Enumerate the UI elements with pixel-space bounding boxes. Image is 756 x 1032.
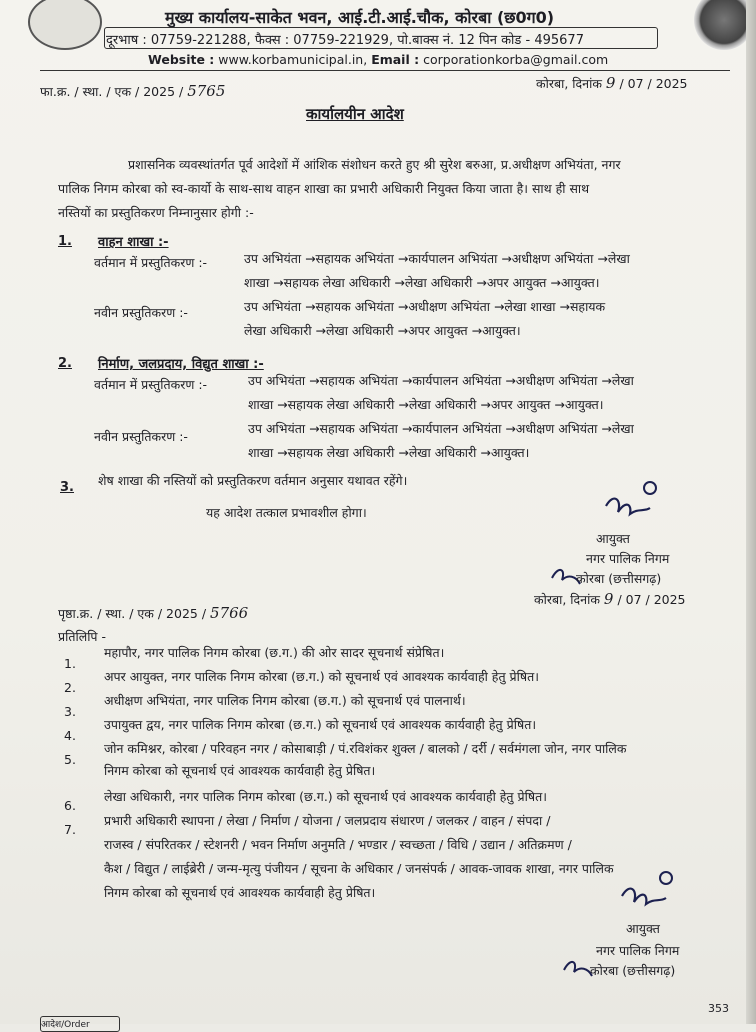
order-date-suffix: / 07 / 2025 [619, 76, 688, 91]
copy-item-text-continued: निगम कोरबा को सूचनार्थ एवं आवश्यक कार्यवाही हेतु प्रेषित। [104, 885, 376, 900]
copy-date-suffix: / 07 / 2025 [617, 592, 686, 607]
copy-reference-number: 5766 [210, 604, 249, 622]
section-2-new-line-1: उप अभियंता →सहायक अभियंता →कार्यपालन अभियंता →अधीक्षण अभियंता →लेखा [248, 421, 634, 436]
order-date-prefix: कोरबा, दिनांक [536, 76, 602, 91]
copy-item-text-continued: राजस्व / संपरितकर / स्टेशनरी / भवन निर्माण अनुमति / भण्डार / स्वच्छता / विधि / उद्यान / अतिक्रमण / [104, 837, 572, 852]
signature-2-location: कोरबा (छत्तीसगढ़) [590, 963, 676, 978]
file-reference-number: 5765 [187, 82, 226, 100]
municipal-emblem-logo [28, 0, 102, 50]
section-1-current-line-1: उप अभियंता →सहायक अभियंता →कार्यपालन अभियंता →अधीक्षण अभियंता →लेखा [244, 251, 630, 266]
signature-1-location: कोरबा (छत्तीसगढ़) [576, 571, 662, 586]
copy-item-text: लेखा अधिकारी, नगर पालिक निगम कोरबा (छ.ग.) को सूचनार्थ एवं आवश्यक कार्यवाही हेतु प्रेषित। [104, 789, 547, 804]
section-1-new-line-1: उप अभियंता →सहायक अभियंता →अधीक्षण अभियंता →लेखा शाखा →सहायक [244, 299, 606, 314]
order-date-day: 9 [605, 74, 616, 92]
copy-date-day: 9 [603, 590, 614, 608]
intro-line-2: पालिक निगम कोरबा को स्व-कार्यो के साथ-साथ वाहन शाखा का प्रभारी अधिकारी नियुक्त किया जाता है। साथ ही साथ [58, 181, 590, 196]
letterhead-office-address: मुख्य कार्यालय-साकेत भवन, आई.टी.आई.चौक, कोरबा (छ0ग0) [165, 8, 555, 27]
letterhead-phone-fax: दूरभाष : 07759-221288, फैक्स : 07759-221929, पो.बाक्स नं. 12 पिन कोड - 495677 [106, 33, 584, 48]
section-2-current-line-1: उप अभियंता →सहायक अभियंता →कार्यपालन अभियंता →अधीक्षण अभियंता →लेखा [248, 373, 634, 388]
section-2-number: 2. [58, 356, 72, 371]
email-label: Email : [371, 52, 420, 67]
section-2-current-label: वर्तमान में प्रस्तुतिकरण :- [94, 377, 208, 392]
copy-item-text: प्रभारी अधिकारी स्थापना / लेखा / निर्माण / योजना / जलप्रदाय संधारण / जलकर / वाहन / संपदा / [104, 813, 551, 828]
intro-line-3: नस्तियों का प्रस्तुतिकरण निम्नानुसार होगी :- [58, 205, 254, 220]
section-1-current-line-2: शाखा →सहायक लेखा अधिकारी →लेखा अधिकारी →अपर आयुक्त →आयुक्त। [244, 275, 600, 290]
copy-item-text: जोन कमिश्नर, कोरबा / परिवहन नगर / कोसाबाड़ी / पं.रविशंकर शुक्ल / बालको / दर्री / सर्वमंगला जोन, नगर पालिक [104, 741, 627, 756]
copy-reference-prefix: पृष्ठा.क्र. / स्था. / एक / 2025 / [58, 606, 207, 621]
intro-line-1: प्रशासनिक व्यवस्थांतर्गत पूर्व आदेशों में आंशिक संशोधन करते हुए श्री सुरेश बरुआ, प्र.अधीक्षण अभियंता, नगर [128, 157, 621, 172]
copy-item-text-continued: कैश / विद्युत / लाईब्रेरी / जन्म-मृत्यु पंजीयन / सूचना के अधिकार / जनसंपर्क / आवक-जावक शाखा, नगर पालिक [104, 861, 614, 876]
file-reference-prefix: फा.क्र. / स्था. / एक / 2025 / [40, 84, 184, 99]
stamp-device-icon [694, 0, 754, 50]
section-1-current-label: वर्तमान में प्रस्तुतिकरण :- [94, 255, 208, 270]
copy-item-text-continued: निगम कोरबा को सूचनार्थ एवं आवश्यक कार्यवाही हेतु प्रेषित। [104, 763, 376, 778]
copy-item-number: 5. [64, 752, 76, 767]
commissioner-signature-2 [616, 868, 686, 920]
file-tab-label: आदेश/Order [40, 1016, 120, 1032]
copy-label: प्रतिलिपि - [58, 629, 107, 644]
section-1-number: 1. [58, 234, 72, 249]
copy-item-number: 2. [64, 680, 76, 695]
copy-item-number: 7. [64, 822, 76, 837]
copy-item-number: 4. [64, 728, 76, 743]
signature-1-designation: आयुक्त [596, 531, 630, 546]
copy-item-text: महापौर, नगर पालिक निगम कोरबा (छ.ग.) की ओर सादर सूचनार्थ संप्रेषित। [104, 645, 445, 660]
copy-date [534, 590, 686, 608]
copy-item-text: उपायुक्त द्वय, नगर पालिक निगम कोरबा (छ.ग.) को सूचनार्थ एवं आवश्यक कार्यवाही हेतु प्रेषित। [104, 717, 537, 732]
website-label: Website : [148, 52, 215, 67]
section-1-title: वाहन शाखा :- [98, 235, 169, 250]
email-link[interactable]: corporationkorba@gmail.com [423, 52, 609, 67]
file-reference [40, 82, 225, 100]
page-edge-shadow [746, 0, 756, 1024]
section-2-new-line-2: शाखा →सहायक लेखा अधिकारी →लेखा अधिकारी →आयुक्त। [248, 445, 530, 460]
copy-item-text: अपर आयुक्त, नगर पालिक निगम कोरबा (छ.ग.) को सूचनार्थ एवं आवश्यक कार्यवाही हेतु प्रेषित। [104, 669, 539, 684]
section-3-number: 3. [60, 480, 74, 495]
order-date [536, 74, 688, 92]
effective-statement: यह आदेश तत्काल प्रभावशील होगा। [206, 505, 367, 520]
copy-item-number: 6. [64, 798, 76, 813]
signature-2-designation: आयुक्त [626, 921, 660, 936]
signature-2-office: नगर पालिक निगम [596, 943, 680, 958]
section-2-current-line-2: शाखा →सहायक लेखा अधिकारी →लेखा अधिकारी →अपर आयुक्त →आयुक्त। [248, 397, 604, 412]
page-number: 353 [708, 1002, 729, 1015]
copy-date-prefix: कोरबा, दिनांक [534, 592, 600, 607]
letterhead-web-email [148, 52, 608, 67]
letterhead-divider [40, 70, 730, 71]
section-2-new-label: नवीन प्रस्तुतिकरण :- [94, 429, 188, 444]
website-link[interactable]: www.korbamunicipal.in, [218, 52, 368, 67]
section-1-new-line-2: लेखा अधिकारी →लेखा अधिकारी →अपर आयुक्त →आयुक्त। [244, 323, 521, 338]
document-title: कार्यालयीन आदेश [306, 105, 404, 123]
copy-reference [58, 604, 248, 622]
signature-1-office: नगर पालिक निगम [586, 551, 670, 566]
copy-item-number: 3. [64, 704, 76, 719]
copy-item-text: अधीक्षण अभियंता, नगर पालिक निगम कोरबा (छ.ग.) को सूचनार्थ एवं पालनार्थ। [104, 693, 466, 708]
section-2-title: निर्माण, जलप्रदाय, विद्युत शाखा :- [98, 357, 264, 372]
copy-item-number: 1. [64, 656, 76, 671]
commissioner-signature-1 [600, 478, 670, 530]
section-1-new-label: नवीन प्रस्तुतिकरण :- [94, 305, 188, 320]
section-3-text: शेष शाखा की नस्तियों को प्रस्तुतिकरण वर्तमान अनुसार यथावत रहेंगे। [98, 473, 408, 488]
